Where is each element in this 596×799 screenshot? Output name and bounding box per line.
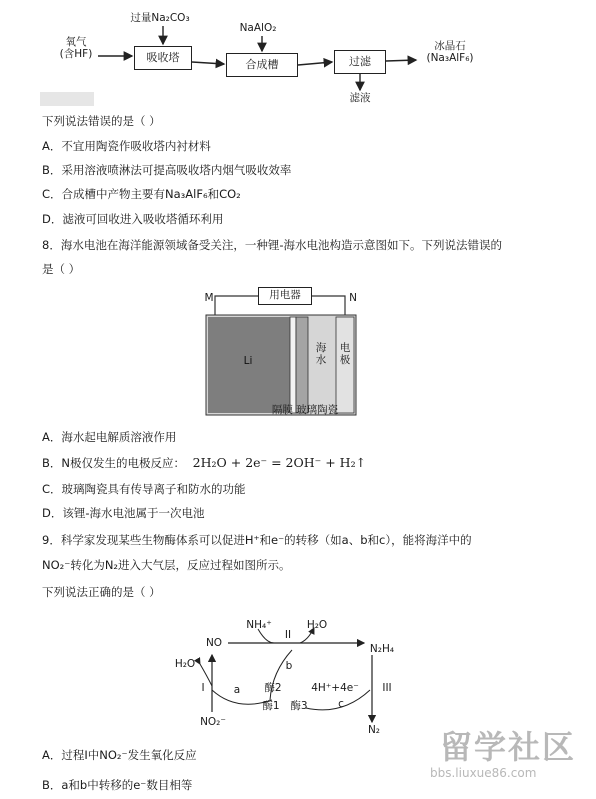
q7-option-d: D．滤液可回收进入吸收塔循环利用: [42, 212, 224, 226]
q8-stem-line2: 是（ ）: [42, 262, 81, 276]
enzyme3-label: 酶3: [290, 700, 308, 712]
product-label: 冰晶石 (Na₃AlF₆): [426, 40, 474, 64]
filtration-box: 过滤: [334, 50, 386, 74]
watermark-url: bbs.liuxue86.com: [430, 766, 537, 780]
q8-option-c: C．玻璃陶瓷具有传导离子和防水的功能: [42, 482, 246, 496]
arrow-c-label: c: [338, 698, 344, 710]
q9-stem-line1: 9．科学家发现某些生物酶体系可以促进H⁺和e⁻的转移（如a、b和c），能将海洋中的: [42, 533, 472, 547]
q8-option-b-text: B．N极仅发生的电极反应：: [42, 456, 185, 470]
separator-glass-ceramic-label: 隔膜 玻璃陶瓷: [271, 404, 339, 416]
q9-option-b: B．a和b中转移的e⁻数目相等: [42, 778, 193, 792]
filtrate-label: 滤液: [349, 92, 371, 104]
feed-label: 氧气 (含HF): [59, 36, 93, 60]
seawater-label: 海 水: [315, 342, 327, 366]
roman-iii-label: III: [382, 682, 392, 694]
h2o-top-label: H₂O: [306, 619, 328, 631]
synthesis-tank-box: 合成槽: [226, 53, 298, 77]
reagents-label: 4H⁺+4e⁻: [311, 682, 359, 694]
reagent-na2co3-label: 过量Na₂CO₃: [130, 12, 190, 24]
watermark-text: 留学社区: [440, 728, 577, 766]
nh4-label: NH₄⁺: [246, 619, 272, 631]
arrow-b-label: b: [285, 660, 293, 672]
q7-option-c: C．合成槽中产物主要有Na₃AlF₆和CO₂: [42, 187, 241, 201]
terminal-n-label: N: [349, 292, 357, 304]
appliance-box: 用电器: [258, 287, 312, 305]
terminal-m-label: M: [204, 292, 214, 304]
q8-option-a: A．海水起电解质溶液作用: [42, 430, 177, 444]
n2-label: N₂: [367, 724, 381, 736]
roman-ii-label: II: [284, 629, 292, 641]
no2-label: NO₂⁻: [200, 716, 226, 728]
absorption-tower-box: 吸收塔: [134, 46, 192, 70]
q7-stem: 下列说法错误的是（ ）: [42, 114, 161, 128]
q9-stem2: 下列说法正确的是（ ）: [42, 585, 161, 599]
electrode-label: 电 极: [339, 342, 351, 366]
enzyme2-label: 酶2: [264, 682, 282, 694]
q8-stem-line1: 8．海水电池在海洋能源领域备受关注，一种锂-海水电池构造示意图如下。下列说法错误的: [42, 238, 502, 252]
q9-stem-line2: NO₂⁻转化为N₂进入大气层，反应过程如图所示。: [42, 558, 291, 572]
q7-option-a: A．不宜用陶瓷作吸收塔内衬材料: [42, 139, 211, 153]
no-label: NO: [205, 637, 223, 649]
roman-i-label: I: [201, 682, 205, 694]
reagent-naalo2-label: NaAlO₂: [239, 22, 277, 34]
q8-option-b-equation: 2H₂O + 2e⁻ = 2OH⁻ + H₂↑: [192, 455, 367, 470]
enzyme1-label: 酶1: [262, 700, 280, 712]
n2h4-label: N₂H₄: [369, 643, 395, 655]
arrow-a-label: a: [233, 684, 241, 696]
lithium-label: Li: [243, 355, 253, 367]
h2o-left-label: H₂O: [174, 658, 196, 670]
q9-option-a: A．过程Ⅰ中NO₂⁻发生氧化反应: [42, 748, 197, 762]
q7-option-b: B．采用溶液喷淋法可提高吸收塔内烟气吸收效率: [42, 163, 292, 177]
q8-option-d: D．该锂-海水电池属于一次电池: [42, 506, 205, 520]
